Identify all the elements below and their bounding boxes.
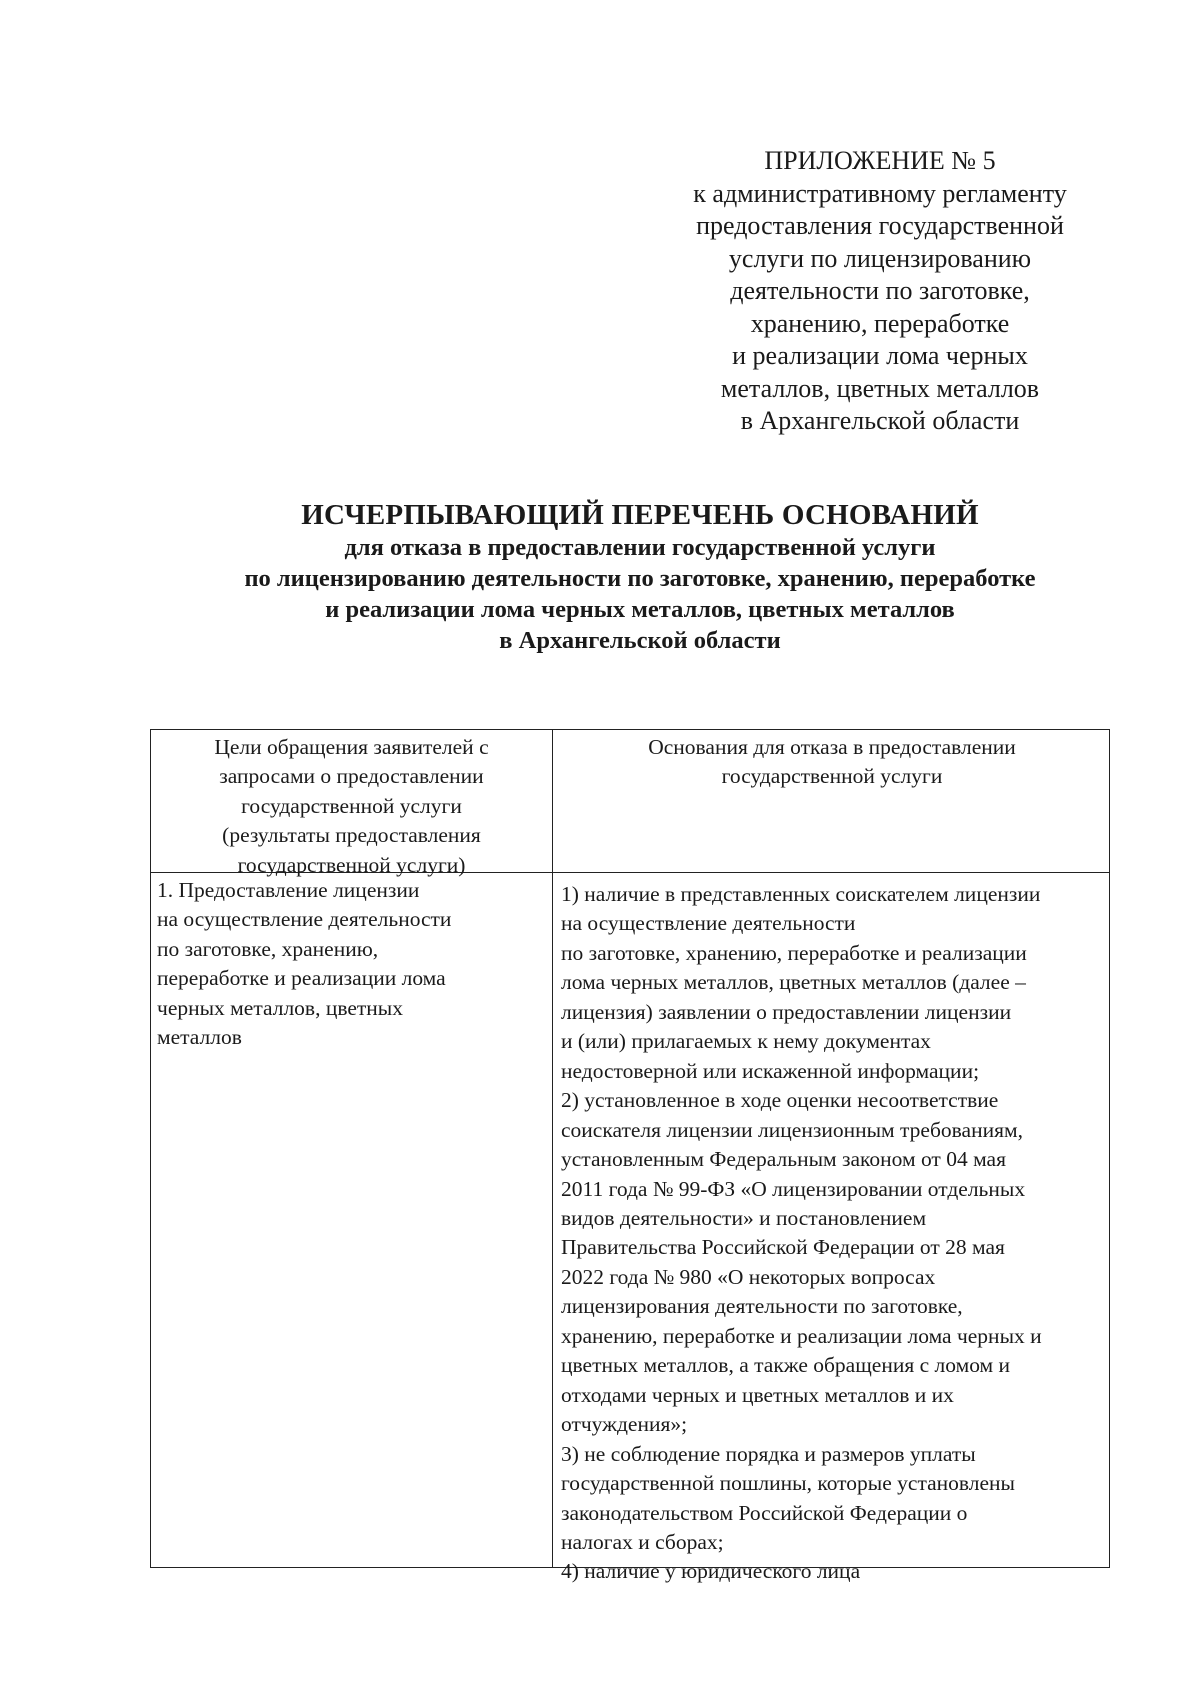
cell-line: налогах и сборах;	[561, 1529, 724, 1554]
cell-line: хранению, переработке и реализации лома черных и	[561, 1323, 1042, 1348]
cell-line: металлов	[157, 1025, 242, 1050]
cell-line: черных металлов, цветных	[157, 995, 404, 1020]
cell-line: и (или) прилагаемых к нему документах	[561, 1029, 931, 1054]
appendix-line: деятельности по заготовке,	[730, 276, 1030, 305]
document-heading	[90, 498, 1190, 656]
appendix-line: в Архангельской области	[740, 406, 1020, 435]
cell-line: государственной услуги)	[237, 852, 466, 877]
cell-line: государственной пошлины, которые установлены	[561, 1471, 1015, 1496]
cell-line: (результаты предоставления	[222, 823, 481, 848]
cell-line: 1. Предоставление лицензии	[157, 878, 420, 902]
cell-line: по заготовке, хранению,	[157, 936, 379, 961]
table-header-goals	[151, 733, 552, 880]
cell-line: лицензия) заявлении о предоставлении лицензии	[561, 999, 1012, 1024]
cell-line: государственной услуги	[241, 793, 462, 818]
cell-line: законодательством Российской Федерации о	[561, 1500, 968, 1525]
cell-line: лицензирования деятельности по заготовке,	[561, 1294, 963, 1319]
cell-line: лома черных металлов, цветных металлов (далее –	[561, 970, 1026, 995]
appendix-line: предоставления государственной	[696, 211, 1064, 240]
cell-line: 4) наличие у юридического лица	[561, 1559, 861, 1584]
cell-line: государственной услуги	[721, 764, 943, 789]
cell-line: соискателя лицензии лицензионным требованиям,	[561, 1117, 1023, 1142]
cell-line: видов деятельности» и постановлением	[561, 1205, 927, 1230]
appendix-line: хранению, переработке	[750, 308, 1010, 338]
cell-line: Основания для отказа в предоставлении	[648, 735, 1016, 759]
table-cell-grounds-1	[561, 880, 1106, 1587]
appendix-block	[645, 145, 1115, 438]
table-column-divider	[552, 730, 553, 1567]
cell-line: запросами о предоставлении	[219, 764, 484, 789]
cell-line: установленным Федеральным законом от 04 мая	[561, 1147, 1006, 1172]
cell-line: 3) не соблюдение порядка и размеров уплаты	[561, 1441, 976, 1466]
cell-line: на осуществление деятельности	[157, 907, 452, 932]
cell-line: на осуществление деятельности	[561, 911, 856, 936]
heading-line: для отказа в предоставлении государственной услуги	[344, 534, 936, 561]
cell-line: недостоверной или искаженной информации;	[561, 1058, 980, 1083]
cell-line: 2011 года № 99-ФЗ «О лицензировании отдельных	[561, 1176, 1026, 1201]
appendix-line: ПРИЛОЖЕНИЕ № 5	[764, 146, 996, 175]
cell-line: цветных металлов, а также обращения с ломом и	[561, 1353, 1011, 1378]
cell-line: по заготовке, хранению, переработке и реализации	[561, 940, 1027, 965]
appendix-line: и реализации лома черных	[732, 341, 1028, 370]
heading-line: по лицензированию деятельности по заготовке, хранению, переработке	[244, 565, 1036, 592]
cell-line: 2) установленное в ходе оценки несоответствие	[561, 1088, 999, 1113]
heading-title: ИСЧЕРПЫВАЮЩИЙ ПЕРЕЧЕНЬ ОСНОВАНИЙ	[301, 499, 979, 531]
heading-line: и реализации лома черных металлов, цветных металлов	[325, 596, 955, 623]
table-header-grounds	[554, 733, 1110, 792]
cell-line: Правительства Российской Федерации от 28 мая	[561, 1235, 1005, 1260]
cell-line: 1) наличие в представленных соискателем лицензии	[561, 882, 1041, 906]
appendix-line: услуги по лицензированию	[728, 243, 1032, 273]
appendix-line: металлов, цветных металлов	[720, 373, 1040, 403]
table-cell-goal-1	[157, 876, 549, 1052]
grounds-table	[150, 729, 1110, 1584]
cell-line: Цели обращения заявителей с	[214, 735, 489, 759]
cell-line: 2022 года № 980 «О некоторых вопросах	[561, 1264, 936, 1289]
cell-line: отчуждения»;	[561, 1412, 688, 1437]
appendix-line: к административному регламенту	[693, 178, 1067, 208]
heading-line: в Архангельской области	[499, 627, 781, 654]
cell-line: переработке и реализации лома	[157, 966, 446, 991]
cell-line: отходами черных и цветных металлов и их	[561, 1382, 954, 1407]
